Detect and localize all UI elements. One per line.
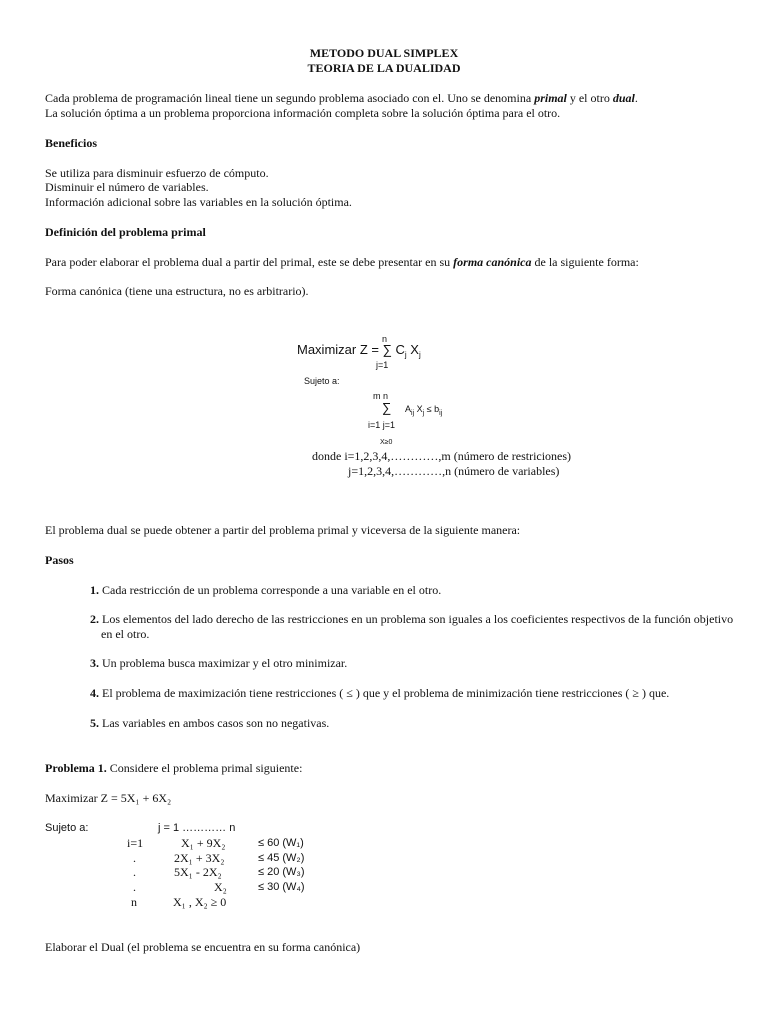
step-item [90,716,730,731]
step-item [90,686,730,701]
x-subscript: j [418,350,421,360]
step-number: 3. [90,656,99,670]
problem-1-text: Considere el problema primal siguiente: [106,761,303,775]
double-sum-symbol: ∑ [382,400,392,415]
step-number: 2. [90,612,99,626]
benefits-heading: Beneficios [45,136,97,150]
row-lhs: X₁ , X₂ ≥ 0 [173,895,227,909]
problem-1-objective: Maximizar Z = 5X₁ + 6X₂ [45,791,172,805]
intro-paragraph-2: La solución óptima a un problema proporciona información completa sobre la solución óptima para el otro. [45,106,561,120]
x-variable: X [406,342,419,357]
constraint-bound: ≤ b [424,404,440,414]
step-text: Las variables en ambos casos son no negativas. [99,716,330,730]
step-text: El problema de maximización tiene restricciones ( ≤ ) que y el problema de minimización tiene restricciones ( ≥ ) que. [99,686,670,700]
row-index: . [133,880,136,894]
step-item [90,656,730,671]
definition-text-end: de la siguiente forma: [531,255,639,269]
constraint-x-subscript: j [422,409,425,417]
dual-term: dual [612,91,635,105]
maximize-text: Maximizar Z = ∑ C [297,342,405,357]
row-index: . [133,851,136,865]
intro-text-mid: y el otro [566,91,613,105]
b-subscript: ij [439,409,443,417]
step-text: Un problema busca maximizar y el otro minimizar. [99,656,348,670]
benefit-item: Se utiliza para disminuir esfuerzo de cómputo. [45,166,269,180]
row-rhs: ≤ 60 (W₁) [258,837,304,849]
step-item [90,612,741,642]
dual-intro: El problema dual se puede obtener a partir del problema primal y viceversa de la siguiente manera: [45,523,521,537]
c-subscript: j [404,350,407,360]
a-subscript: ij [411,409,415,417]
benefit-item: Disminuir el número de variables. [45,180,209,194]
non-negativity: X≥0 [380,439,393,446]
constraint-x: X [414,404,423,414]
double-sum-upper: m n [373,391,389,401]
canonical-form-term: forma canónica [453,255,532,269]
step-number: 1. [90,583,99,597]
row-index: i=1 [127,836,144,850]
row-index: . [133,865,136,879]
step-text: Los elementos del lado derecho de las restricciones en un problema son iguales a los coeficientes respectivos de la función objetivo en el otro. [99,612,734,641]
title-line-1: METODO DUAL SIMPLEX [309,46,459,60]
canonical-form-note: Forma canónica (tiene una estructura, no es arbitrario). [45,284,309,298]
index-range-i: donde i=1,2,3,4,…………,m (número de restriciones) [312,449,572,463]
sum-lower-limit: j=1 [376,360,389,370]
double-sum-lower: i=1 j=1 [368,420,396,430]
step-text: Cada restricción de un problema corresponde a una variable en el otro. [99,583,442,597]
problem-1-closing: Elaborar el Dual (el problema se encuentra en su forma canónica) [45,940,361,954]
definition-paragraph [45,255,639,270]
intro-text: Cada problema de programación lineal tiene un segundo problema asociado con el. Uno se denomina [45,91,535,105]
index-range-j: j=1,2,3,4,…………,n (número de variables) [348,464,560,478]
row-index: n [131,895,137,909]
step-item [90,583,730,598]
primal-term: primal [534,91,567,105]
maximize-expression [297,342,421,360]
constraint-expression [405,402,442,417]
row-lhs: X₁ + 9X₂ [181,836,226,850]
row-rhs: ≤ 30 (W₄) [258,881,305,893]
row-rhs: ≤ 45 (W₂) [258,852,305,864]
intro-text-end: . [634,91,638,105]
step-number: 4. [90,686,99,700]
problem-1-label: Problema 1. [45,761,107,775]
intro-paragraph-1 [45,91,638,106]
row-rhs: ≤ 20 (W₃) [258,866,305,878]
row-lhs: 2X₁ + 3X₂ [174,851,225,865]
problem-1-j-range: j = 1 ………… n [158,822,236,834]
definition-heading: Definición del problema primal [45,225,206,239]
title-line-2: TEORIA DE LA DUALIDAD [307,61,461,75]
problem-1-subject-to: Sujeto a: [45,822,89,834]
steps-heading: Pasos [45,553,74,567]
row-lhs: X₂ [214,880,227,894]
sum-upper-n: n [382,334,388,344]
a-coefficient: A [405,404,412,414]
definition-text: Para poder elaborar el problema dual a partir del primal, este se debe presentar en su [45,255,454,269]
step-number: 5. [90,716,99,730]
subject-to-label: Sujeto a: [304,376,340,386]
problem-1-intro [45,761,302,776]
benefit-item: Información adicional sobre las variables en la solución óptima. [45,195,352,209]
row-lhs: 5X₁ - 2X₂ [174,865,222,879]
